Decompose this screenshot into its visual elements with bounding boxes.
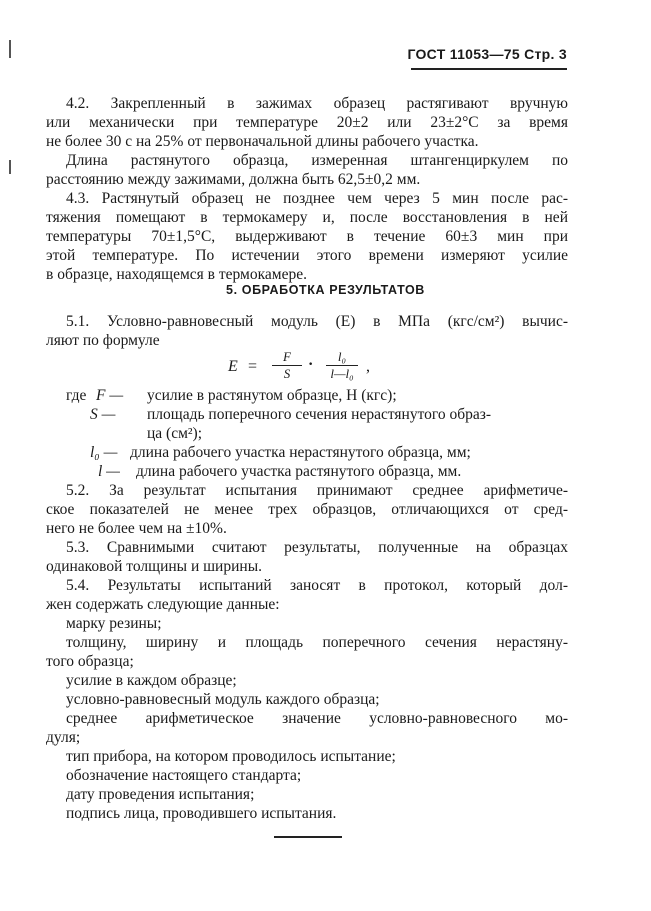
symbol-l: l — bbox=[98, 463, 120, 480]
paragraph-line: того образца; bbox=[46, 653, 134, 670]
definition-text: усилие в растянутом образце, Н (кгс); bbox=[147, 387, 397, 404]
symbol-s: S — bbox=[90, 406, 116, 423]
paragraph-line: температуры 70±1,5°С, выдерживают в течение 60±3 мин при bbox=[46, 228, 568, 245]
paragraph-line: марку резины; bbox=[66, 615, 162, 632]
fraction-f-over-s bbox=[272, 350, 302, 381]
paragraph-line: 4.3. Растянутый образец не позднее чем через 5 мин после рас- bbox=[66, 190, 568, 207]
definition-where: где bbox=[66, 387, 87, 404]
scan-artifact bbox=[9, 40, 11, 58]
section-heading: 5. ОБРАБОТКА РЕЗУЛЬТАТОВ bbox=[226, 283, 425, 297]
paragraph-line: тип прибора, на котором проводилось испытание; bbox=[66, 748, 396, 765]
paragraph-line: жен содержать следующие данные: bbox=[46, 596, 280, 613]
paragraph-line: этой температуре. По истечении этого времени измеряют усилие bbox=[46, 247, 568, 264]
fraction-numerator: l₀ bbox=[337, 349, 347, 364]
formula-equals: = bbox=[248, 358, 258, 375]
paragraph-line: расстоянию между зажимами, должна быть 62,5±0,2 мм. bbox=[46, 171, 421, 188]
paragraph-line: 4.2. Закрепленный в зажимах образец растягивают вручную bbox=[66, 95, 568, 112]
paragraph-line: ляют по формуле bbox=[46, 332, 160, 349]
formula-multiply: · bbox=[308, 356, 314, 373]
fraction-denominator: l—l₀ bbox=[330, 366, 354, 381]
paragraph-line: подпись лица, проводившего испытания. bbox=[66, 805, 337, 822]
header-text: ГОСТ 11053—75 Стр. 3 bbox=[407, 46, 567, 62]
symbol-l0: l₀ — bbox=[90, 444, 118, 461]
page-header bbox=[407, 46, 567, 62]
paragraph-line: усилие в каждом образце; bbox=[66, 672, 237, 689]
header-rule bbox=[411, 68, 567, 70]
paragraph-line: тяжения помещают в термокамеру и, после восстановления в ней bbox=[46, 209, 568, 226]
paragraph-line: обозначение настоящего стандарта; bbox=[66, 767, 302, 784]
paragraph-line: него не более чем на ±10%. bbox=[46, 520, 227, 537]
definition-symbol bbox=[98, 462, 120, 481]
definition-symbol bbox=[90, 443, 117, 462]
paragraph-line: ское показателей не менее трех образцов, отличающихся от сред- bbox=[46, 501, 568, 518]
paragraph-line: 5.2. За результат испытания принимают среднее арифметиче- bbox=[66, 482, 568, 499]
definition-symbol bbox=[90, 405, 115, 424]
definition-text: длина рабочего участка растянутого образца, мм. bbox=[136, 463, 462, 480]
definition-symbol bbox=[96, 386, 123, 405]
fraction-denominator: S bbox=[283, 366, 291, 381]
formula-comma: , bbox=[366, 358, 370, 375]
paragraph-line: дуля; bbox=[46, 729, 81, 746]
paragraph-line: дату проведения испытания; bbox=[66, 786, 255, 803]
definition-text: площадь поперечного сечения нерастянутого образ- bbox=[147, 406, 492, 423]
paragraph-line: или механически при температуре 20±2 или 23±2°С за время bbox=[46, 114, 568, 131]
end-rule bbox=[274, 836, 342, 838]
paragraph-line: в образце, находящемся в термокамере. bbox=[46, 266, 307, 283]
definition-text: ца (см²); bbox=[147, 425, 203, 442]
formula-lhs: E bbox=[228, 358, 238, 375]
fraction-l0-over-l-minus-l0 bbox=[326, 350, 358, 381]
paragraph-line: 5.4. Результаты испытаний заносят в протокол, который дол- bbox=[66, 577, 568, 594]
paragraph-line: одинаковой толщины и ширины. bbox=[46, 558, 262, 575]
scan-artifact bbox=[9, 160, 11, 174]
paragraph-line: 5.1. Условно-равновесный модуль (Е) в МПа (кгс/см²) вычис- bbox=[66, 313, 568, 330]
definition-text: длина рабочего участка нерастянутого образца, мм; bbox=[130, 444, 471, 461]
fraction-numerator: F bbox=[283, 349, 291, 364]
paragraph-line: толщину, ширину и площадь поперечного сечения нерастяну- bbox=[66, 634, 568, 651]
paragraph-line: 5.3. Сравнимыми считают результаты, полученные на образцах bbox=[66, 539, 568, 556]
symbol-f: F — bbox=[96, 387, 124, 404]
paragraph-line: среднее арифметическое значение условно-равновесного мо- bbox=[66, 710, 568, 727]
paragraph-line: Длина растянутого образца, измеренная штангенциркулем по bbox=[66, 152, 568, 169]
paragraph-line: условно-равновесный модуль каждого образца; bbox=[66, 691, 380, 708]
paragraph-line: не более 30 с на 25% от первоначальной длины рабочего участка. bbox=[46, 133, 479, 150]
